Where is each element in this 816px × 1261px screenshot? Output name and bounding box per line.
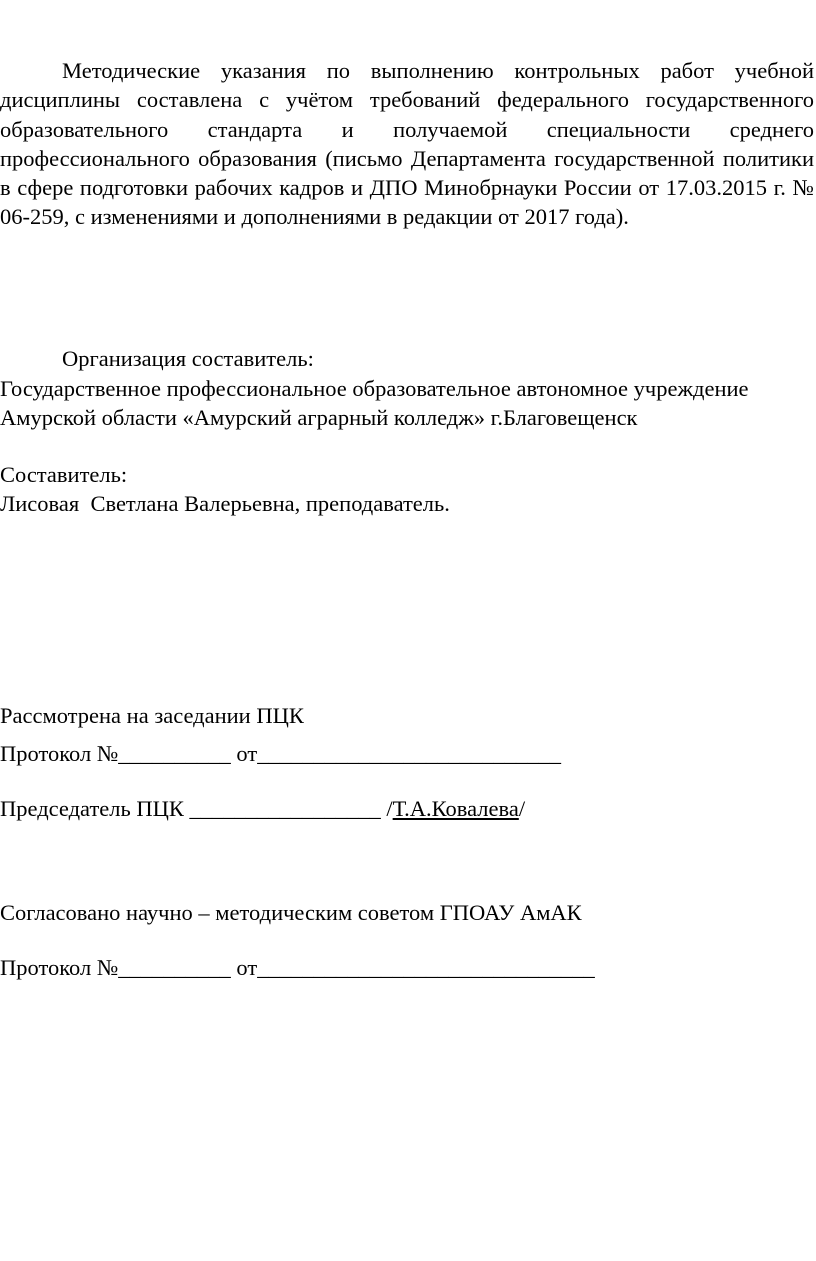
- organization-line-1: Государственное профессиональное образовательное автономное учреждение: [0, 376, 749, 401]
- intro-paragraph: Методические указания по выполнению контрольных работ учебной дисциплины составлена с учётом требований федерального государственного образовательного стандарта и получаемой специальности среднего профессионального образования (письмо Департамента государственной политики в сфере подготовки рабочих кадров и ДПО Минобрнауки России от 17.03.2015 г. № 06-259, с изменениями и дополнениями в редакции от 2017 года).: [0, 58, 814, 230]
- author-label: Составитель:: [0, 462, 128, 487]
- pck-reviewed: Рассмотрена на заседании ПЦК: [0, 703, 304, 728]
- organization-line-2: Амурской области «Амурский аграрный колледж» г.Благовещенск: [0, 405, 638, 430]
- author-name: Лисовая Светлана Валерьевна, преподаватель.: [0, 491, 450, 516]
- pck-chair-name: Т.А.Ковалева: [392, 796, 519, 821]
- council-protocol: Протокол №__________ от______________________________: [0, 955, 595, 980]
- pck-protocol: Протокол №__________ от___________________________: [0, 741, 561, 766]
- council-agreed: Согласовано научно – методическим советом ГПОАУ АмАК: [0, 900, 582, 925]
- pck-chair-prefix: Председатель ПЦК _________________ /: [0, 796, 393, 821]
- pck-chair-line: [0, 794, 525, 823]
- organization-label: Организация составитель:: [62, 346, 314, 371]
- pck-chair-suffix: /: [518, 796, 526, 821]
